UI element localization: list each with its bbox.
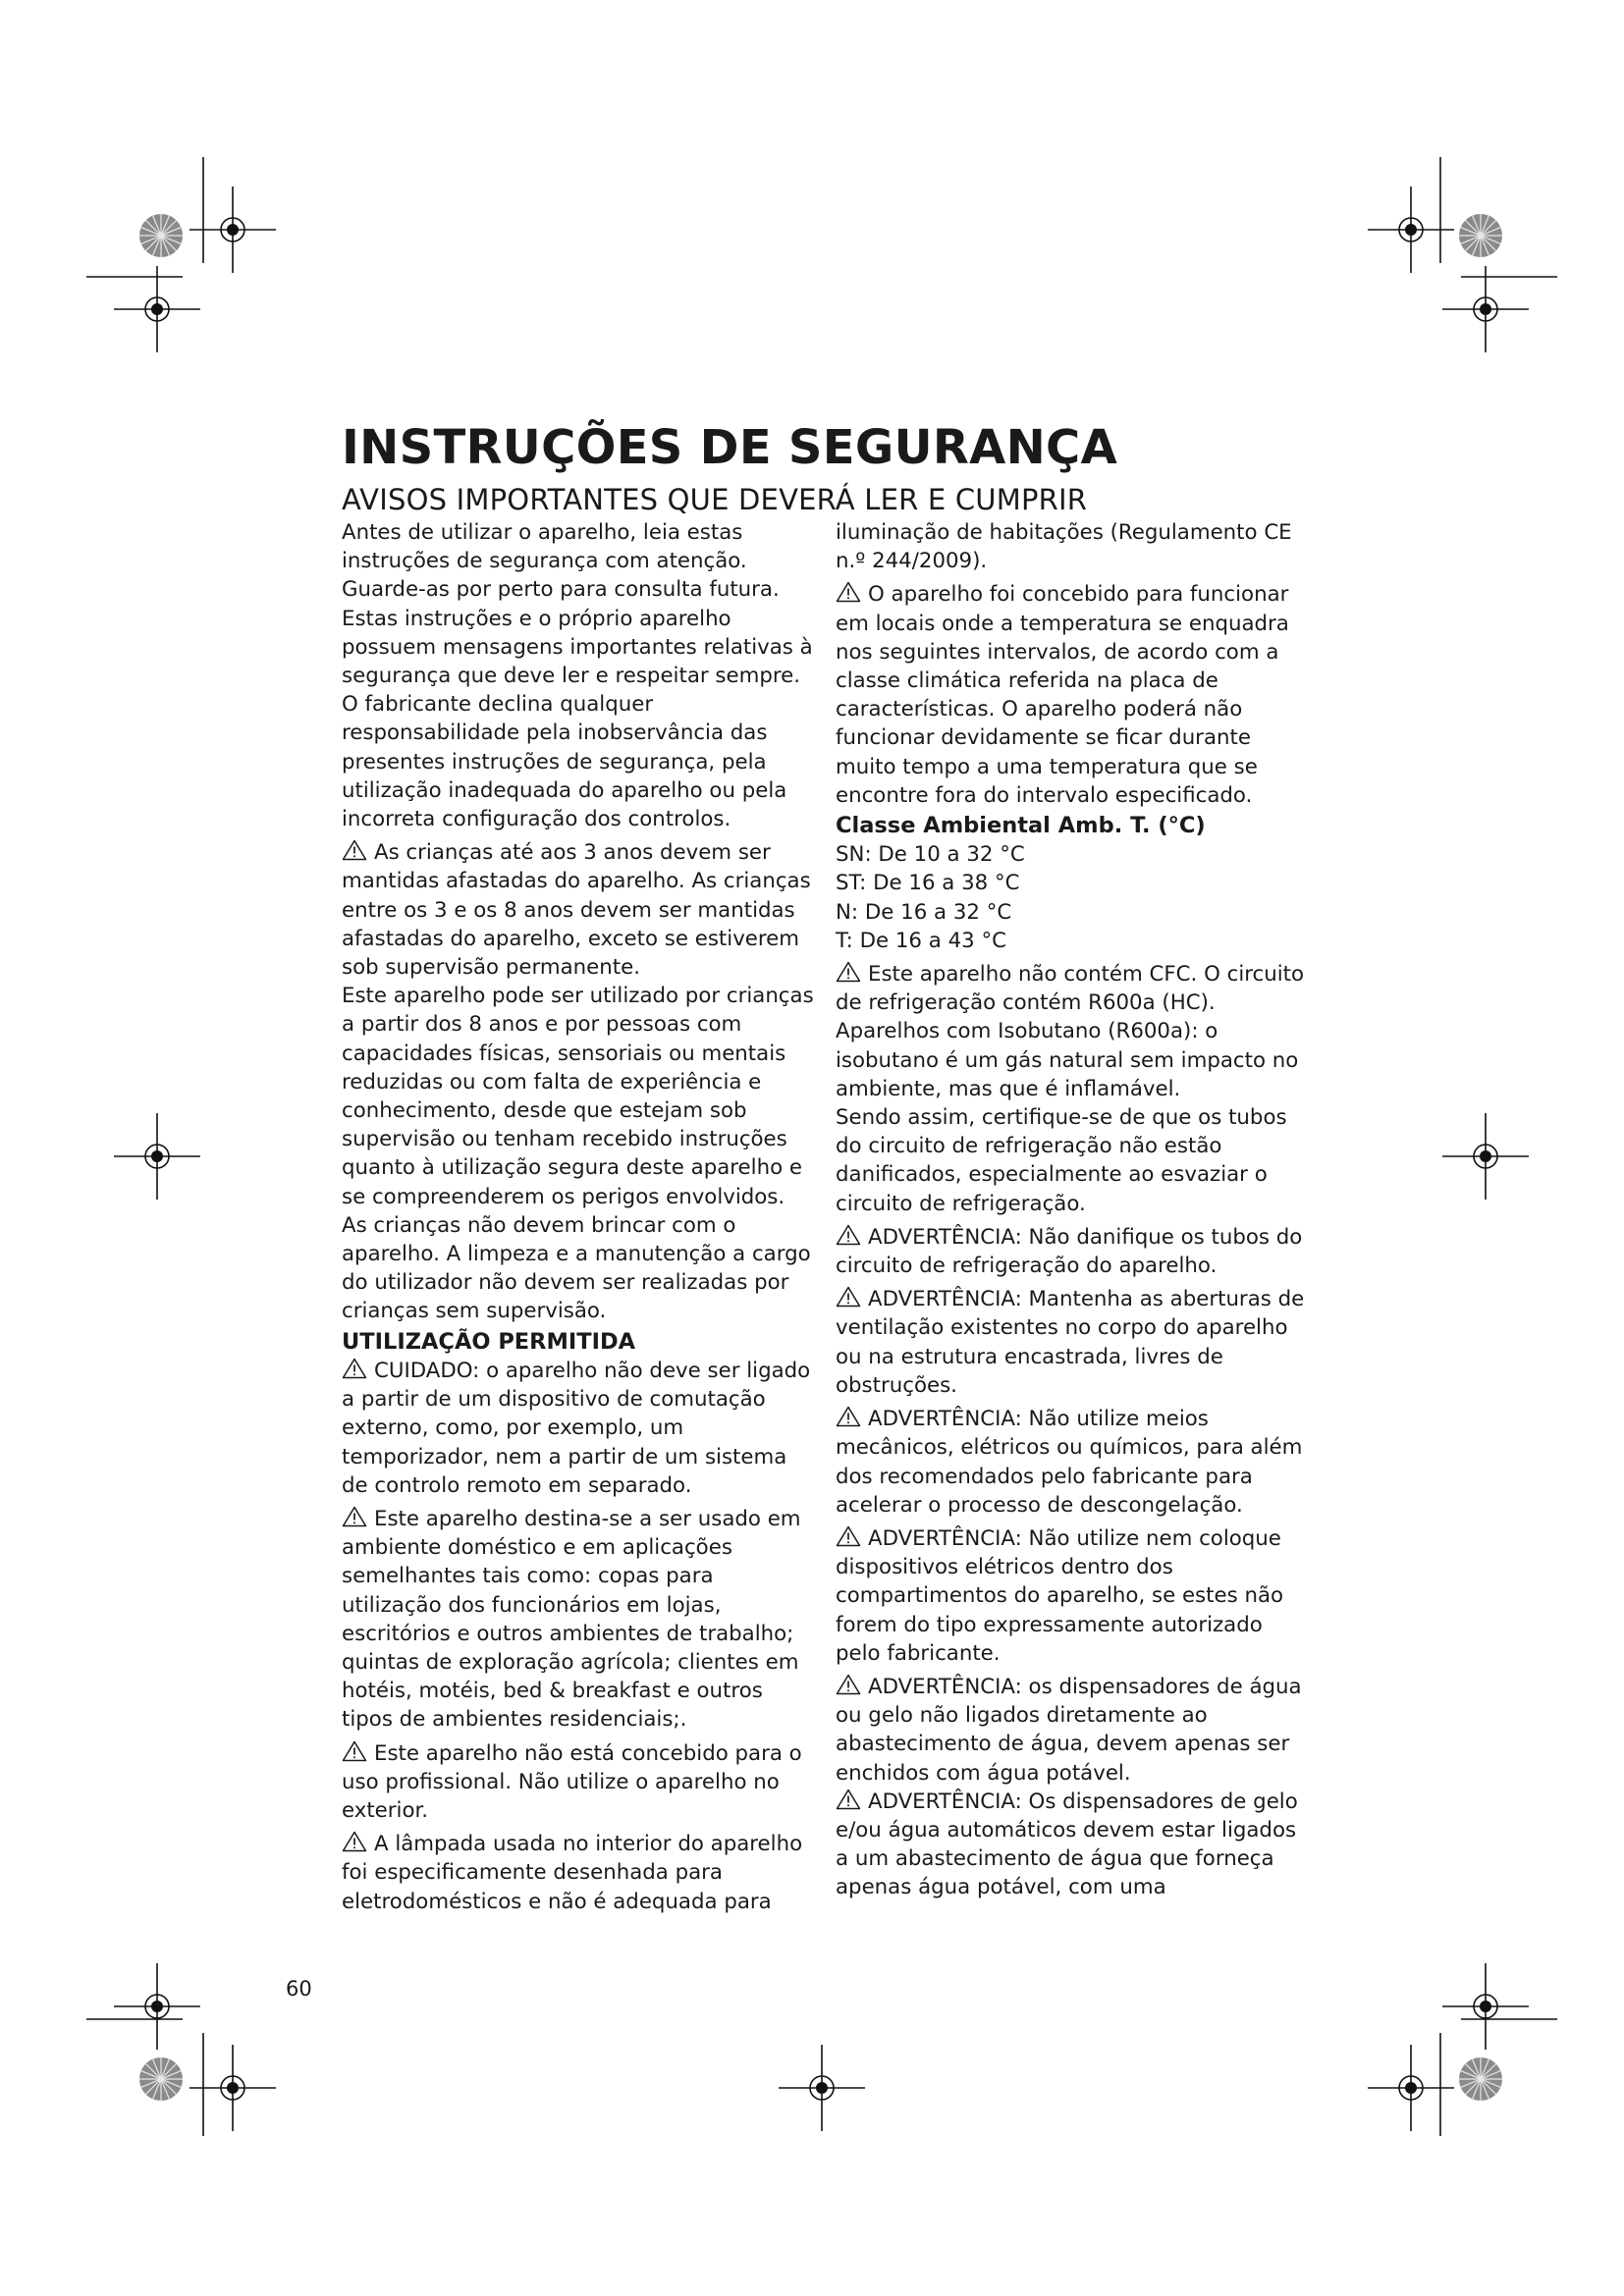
warning-triangle-icon xyxy=(836,1406,861,1427)
warning-tubes-text: ADVERTÊNCIA: Não danifique os tubos do circuito de refrigeração do aparelho. xyxy=(836,1224,1303,1279)
warning-defrost-text: ADVERTÊNCIA: Não utilize meios mecânicos, elétricos ou químicos, para além dos recomendados pelo fabricante para acelerar o processo de descongelação. xyxy=(836,1407,1303,1518)
domestic-use-text: Este aparelho destina-se a ser usado em ambiente doméstico e em aplicações semelhantes tais como: copas para utilização dos funcionários em lojas, escritórios e outros ambientes de trabalho; quintas de exploração agrícola; clientes em hotéis, motéis, bed & breakfast e outros tipos de ambientes residenciais;. xyxy=(342,1506,801,1733)
warning-triangle-icon xyxy=(836,581,861,603)
domestic-use-paragraph xyxy=(342,1505,815,1735)
warning-devices-text: ADVERTÊNCIA: Não utilize nem coloque dispositivos elétricos dentro dos compartimentos do aparelho, se estes não forem do tipo expressamente autorizado pelo fabricante. xyxy=(836,1525,1284,1666)
warning-triangle-icon xyxy=(836,1224,861,1246)
warning-triangle-icon xyxy=(342,839,367,861)
climate-class-sn: SN: De 10 a 32 °C xyxy=(836,842,1025,868)
warning-triangle-icon xyxy=(836,1286,861,1308)
warning-triangle-icon xyxy=(836,961,861,983)
page-title: INSTRUÇÕES DE SEGURANÇA xyxy=(342,420,1118,475)
warning-vents-text: ADVERTÊNCIA: Mantenha as aberturas de ventilação existentes no corpo do aparelho ou na estrutura encastrada, livres de obstruções. xyxy=(836,1287,1305,1398)
climate-class-st: ST: De 16 a 38 °C xyxy=(836,871,1020,896)
warning-triangle-icon xyxy=(836,1525,861,1547)
page-subtitle: AVISOS IMPORTANTES QUE DEVERÁ LER E CUMPRIR xyxy=(342,483,1088,516)
tubes-check-paragraph: Sendo assim, certifique-se de que os tubos do circuito de refrigeração não estão danificados, especialmente ao esvaziar o circuito de refrigeração. xyxy=(836,1105,1287,1216)
cfc-paragraph xyxy=(836,960,1309,1103)
warning-defrost-paragraph xyxy=(836,1405,1309,1520)
warning-auto-dispensers-text: ADVERTÊNCIA: Os dispensadores de gelo e/ou água automáticos devem estar ligados a um abastecimento de água que forneça apenas água potável, com uma xyxy=(836,1789,1298,1900)
section-heading-permitted-use: UTILIZAÇÃO PERMITIDA xyxy=(342,1328,636,1355)
caution-paragraph xyxy=(342,1357,815,1500)
warning-triangle-icon xyxy=(836,1789,861,1810)
warning-dispensers-paragraph xyxy=(836,1673,1309,1788)
warning-auto-dispensers-paragraph xyxy=(836,1788,1309,1902)
lamp-continued-paragraph: iluminação de habitações (Regulamento CE n.º 244/2009). xyxy=(836,520,1292,574)
climate-paragraph xyxy=(836,580,1309,810)
intro-paragraph: Antes de utilizar o aparelho, leia estas instruções de segurança com atenção. Guarde-as por perto para consulta futura. Estas instruções e o próprio aparelho possuem mensagens importantes relativas à segurança que deve ler e respeitar sempre. O fabricante declina qualquer responsabilidade pela inobservância das presentes instruções de segurança, pela utilização inadequada do aparelho ou pela incorreta configuração dos controlos. xyxy=(342,520,813,832)
caution-text: CUIDADO: o aparelho não deve ser ligado a partir de um dispositivo de comutação externo, como, por exemplo, um temporizador, nem a partir de um sistema de controlo remoto em separado. xyxy=(342,1358,811,1498)
children-warning-text: As crianças até aos 3 anos devem ser mantidas afastadas do aparelho. As crianças entre os 3 e os 8 anos devem ser mantidas afastadas do aparelho, exceto se estiverem sob supervisão permanente. xyxy=(342,840,811,981)
left-column xyxy=(342,518,815,1916)
warning-triangle-icon xyxy=(342,1506,367,1527)
lamp-paragraph xyxy=(342,1830,815,1916)
warning-tubes-paragraph xyxy=(836,1223,1309,1280)
not-professional-paragraph xyxy=(342,1739,815,1826)
climate-class-heading: Classe Ambiental Amb. T. (°C) xyxy=(836,813,1206,839)
right-column xyxy=(836,518,1309,1902)
warning-devices-paragraph xyxy=(836,1524,1309,1668)
children-warning-paragraph xyxy=(342,838,815,982)
not-professional-text: Este aparelho não está concebido para o uso profissional. Não utilize o aparelho no exterior. xyxy=(342,1740,802,1823)
warning-vents-paragraph xyxy=(836,1285,1309,1400)
warning-triangle-icon xyxy=(342,1831,367,1852)
climate-text: O aparelho foi concebido para funcionar em locais onde a temperatura se enquadra nos seguintes intervalos, de acordo com a classe climática referida na placa de características. O aparelho poderá não funcionar devidamente se ficar durante muito tempo a uma temperatura que se encontre fora do intervalo especificado. xyxy=(836,582,1289,808)
climate-class-t: T: De 16 a 43 °C xyxy=(836,928,1006,953)
cfc-text: Este aparelho não contém CFC. O circuito de refrigeração contém R600a (HC). Aparelhos com Isobutano (R600a): o isobutano é um gás natural sem impacto no ambiente, mas que é inflamável. xyxy=(836,962,1305,1101)
page-number: 60 xyxy=(286,1977,312,2001)
lamp-text: A lâmpada usada no interior do aparelho foi especificamente desenhada para eletrodomésticos e não é adequada para xyxy=(342,1832,803,1914)
children-use-paragraph: Este aparelho pode ser utilizado por crianças a partir dos 8 anos e por pessoas com capacidades físicas, sensoriais ou mentais reduzidas ou com falta de experiência e conhecimento, desde que estejam sob supervisão ou tenham recebido instruções quanto à utilização segura deste aparelho e se compreenderem os perigos envolvidos. As crianças não devem brincar com o aparelho. A limpeza e a manutenção a cargo do utilizador não devem ser realizadas por crianças sem supervisão. xyxy=(342,984,814,1324)
warning-triangle-icon xyxy=(836,1674,861,1695)
warning-dispensers-text: ADVERTÊNCIA: os dispensadores de água ou gelo não ligados diretamente ao abastecimento de água, devem apenas ser enchidos com água potável. xyxy=(836,1674,1302,1786)
warning-triangle-icon xyxy=(342,1740,367,1762)
warning-triangle-icon xyxy=(342,1358,367,1379)
climate-class-n: N: De 16 a 32 °C xyxy=(836,899,1012,925)
